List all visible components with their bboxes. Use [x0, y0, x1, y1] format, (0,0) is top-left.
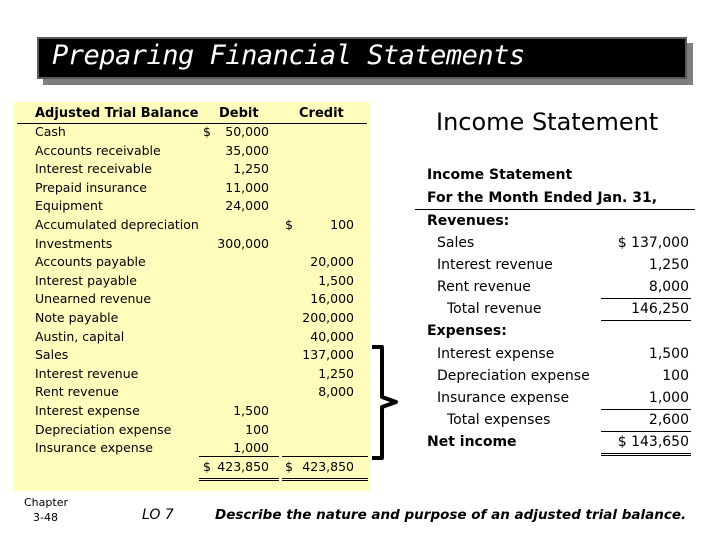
trial-balance-row	[14, 329, 370, 348]
trial-balance-row	[14, 161, 370, 180]
revenue-subtotal-rule	[601, 298, 691, 299]
debit-sign: $	[203, 124, 211, 139]
slide-title: Preparing Financial Statements	[52, 40, 525, 71]
expense-depreciation-amount: 100	[662, 368, 689, 384]
debit-amount: 300,000	[217, 235, 269, 251]
credit-total-rule	[282, 456, 368, 457]
debit-amount: 24,000	[225, 198, 269, 214]
account-name: Cash	[35, 124, 66, 139]
account-name: Accounts payable	[35, 254, 146, 270]
trial-balance-panel	[14, 102, 370, 491]
footer-chapter: Chapter	[24, 496, 68, 509]
brace-bracket-icon	[370, 345, 406, 461]
expense-interest-amount: 1,500	[648, 346, 689, 362]
header-account: Adjusted Trial Balance	[35, 106, 199, 121]
debit-amount: 1,500	[233, 403, 269, 418]
account-name: Unearned revenue	[35, 291, 152, 307]
expense-insurance-label: Insurance expense	[437, 390, 570, 406]
trial-balance-row	[14, 291, 370, 310]
credit-amount: 20,000	[310, 254, 354, 270]
net-income-double-rule-2	[601, 455, 691, 456]
debit-amount: 11,000	[225, 179, 269, 195]
total-expenses-amount: 2,600	[648, 412, 689, 428]
revenue-sales-amount: $ 137,000	[617, 235, 689, 251]
debit-amount: 50,000	[225, 124, 269, 139]
account-name: Interest payable	[35, 272, 137, 288]
net-income-amount: $ 143,650	[617, 434, 689, 450]
revenue-interest-amount: 1,250	[648, 257, 689, 273]
account-name: Austin, capital	[35, 328, 125, 344]
trial-balance-row	[14, 273, 370, 292]
credit-total: 423,850	[302, 459, 354, 474]
account-name: Prepaid insurance	[35, 179, 147, 195]
debit-double-rule-2	[199, 480, 279, 481]
credit-amount: 100	[330, 217, 354, 232]
account-name: Accounts receivable	[35, 142, 161, 158]
credit-amount: 1,250	[318, 365, 354, 381]
credit-amount: 16,000	[310, 291, 354, 307]
total-revenue-label: Total revenue	[447, 301, 542, 317]
credit-amount: 8,000	[318, 384, 354, 400]
revenue-sales-label: Sales	[437, 235, 475, 251]
total-expenses-label: Total expenses	[447, 412, 551, 428]
trial-balance-row	[14, 236, 370, 255]
trial-balance-row	[14, 384, 370, 403]
total-revenue-rule	[601, 320, 691, 321]
total-revenue-amount: 146,250	[631, 301, 689, 317]
total-expenses-rule	[601, 431, 691, 432]
debit-double-rule-1	[199, 478, 279, 479]
trial-balance-row	[14, 366, 370, 385]
expense-depreciation-label: Depreciation expense	[437, 368, 590, 384]
expense-subtotal-rule	[601, 409, 691, 410]
account-name: Note payable	[35, 310, 119, 325]
expense-interest-label: Interest expense	[437, 346, 555, 362]
trial-balance-row	[14, 422, 370, 441]
net-income-double-rule-1	[601, 453, 691, 454]
debit-total-sign: $	[203, 459, 211, 474]
trial-balance-row	[14, 347, 370, 366]
trial-balance-row	[14, 254, 370, 273]
debit-amount: 1,000	[233, 440, 269, 456]
debit-amount: 100	[245, 421, 269, 437]
footer-learning-objective: LO 7	[142, 507, 174, 523]
income-statement-heading: Income Statement	[436, 108, 659, 136]
account-name: Sales	[35, 347, 69, 363]
revenue-rent-amount: 8,000	[648, 279, 689, 295]
income-statement-period: For the Month Ended Jan. 31,	[427, 190, 658, 206]
account-name: Depreciation expense	[35, 421, 172, 437]
account-name: Interest expense	[35, 403, 140, 418]
account-name: Interest revenue	[35, 365, 139, 381]
trial-balance-row	[14, 124, 370, 143]
trial-balance-totals	[14, 459, 370, 478]
trial-balance-row	[14, 217, 370, 236]
credit-double-rule-1	[282, 478, 368, 479]
trial-balance-row	[14, 143, 370, 162]
trial-balance-row	[14, 180, 370, 199]
debit-amount: 35,000	[225, 142, 269, 158]
header-credit: Credit	[299, 106, 344, 121]
net-income-label: Net income	[427, 434, 517, 450]
credit-double-rule-2	[282, 480, 368, 481]
period-rule	[415, 209, 695, 210]
trial-balance-header	[14, 106, 370, 125]
income-statement-panel	[411, 162, 695, 462]
footer-page-number: 3-48	[33, 511, 58, 524]
debit-total-rule	[199, 456, 279, 457]
account-name: Equipment	[35, 198, 103, 214]
account-name: Interest receivable	[35, 161, 152, 177]
account-name: Insurance expense	[35, 440, 153, 456]
credit-total-sign: $	[285, 459, 293, 474]
credit-amount: 1,500	[318, 272, 354, 288]
credit-sign: $	[285, 217, 293, 232]
trial-balance-row	[14, 198, 370, 217]
credit-amount: 137,000	[302, 347, 354, 363]
income-statement-title: Income Statement	[427, 167, 573, 183]
account-name: Rent revenue	[35, 384, 119, 400]
expenses-label: Expenses:	[427, 323, 507, 339]
account-name: Investments	[35, 235, 113, 251]
footer-description: Describe the nature and purpose of an adjusted trial balance.	[215, 507, 687, 523]
revenue-interest-label: Interest revenue	[437, 257, 553, 273]
revenues-label: Revenues:	[427, 213, 510, 229]
debit-total: 423,850	[217, 459, 269, 474]
trial-balance-row	[14, 310, 370, 329]
header-debit: Debit	[219, 106, 259, 121]
trial-balance-row	[14, 403, 370, 422]
revenue-rent-label: Rent revenue	[437, 279, 531, 295]
debit-amount: 1,250	[233, 161, 269, 177]
credit-amount: 40,000	[310, 328, 354, 344]
expense-insurance-amount: 1,000	[648, 390, 689, 406]
credit-amount: 200,000	[302, 310, 354, 325]
account-name: Accumulated depreciation	[35, 217, 199, 232]
